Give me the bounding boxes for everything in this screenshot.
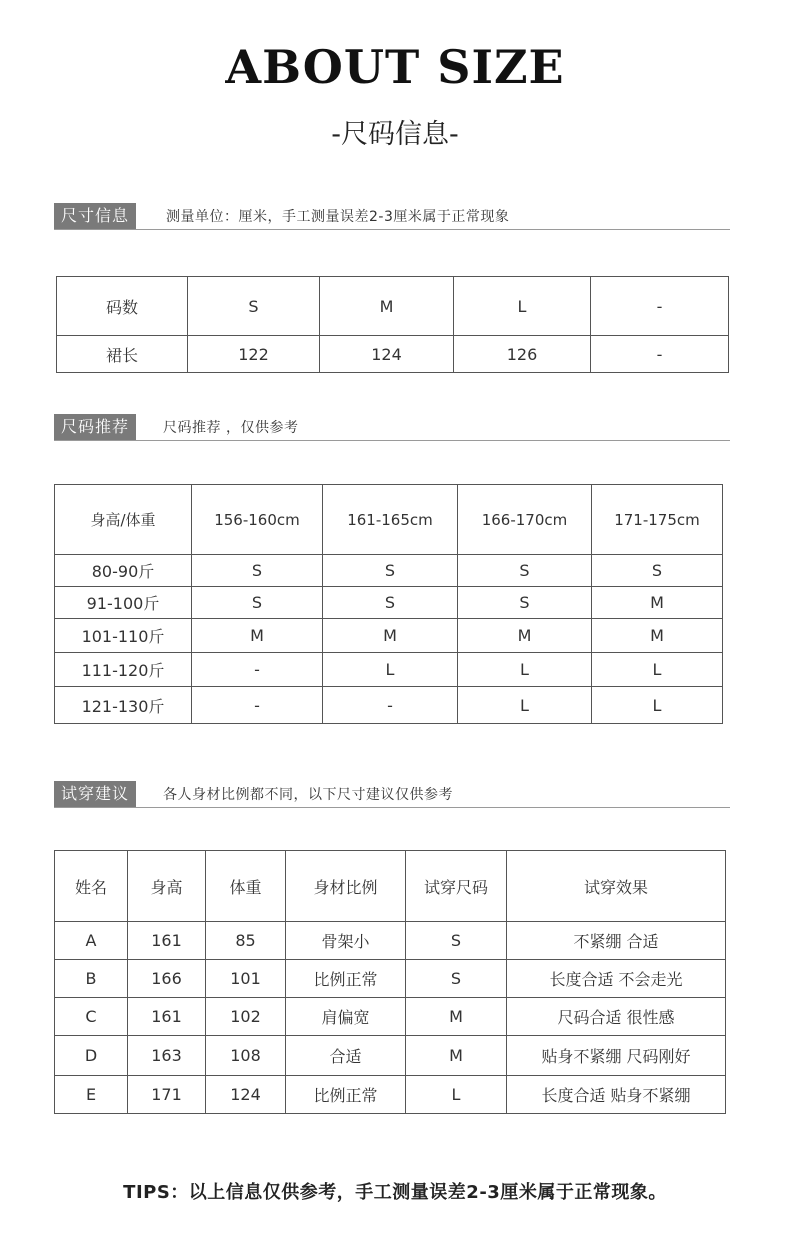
table-header-cell: 体重 [206, 851, 286, 922]
table-header-cell: 161-165cm [323, 485, 458, 555]
table-header-cell: 身材比例 [286, 851, 406, 922]
table-cell: 比例正常 [286, 1076, 406, 1114]
table-cell: M [406, 998, 507, 1036]
table-cell: 码数 [57, 277, 188, 336]
size-info-desc: 测量单位：厘米，手工测量误差2-3厘米属于正常现象 [166, 209, 510, 225]
table-cell: - [591, 277, 729, 336]
table-cell: M [192, 619, 323, 653]
table-cell: 长度合适 不会走光 [507, 960, 726, 998]
table-cell: C [55, 998, 128, 1036]
table-header-cell: 156-160cm [192, 485, 323, 555]
table-cell: 171 [128, 1076, 206, 1114]
size-info-tag: 尺寸信息 [54, 203, 136, 229]
table-cell: 161 [128, 922, 206, 960]
table-cell: B [55, 960, 128, 998]
table-header-cell: 171-175cm [592, 485, 723, 555]
table-cell: 80-90斤 [55, 555, 192, 587]
table-header-cell: 身高/体重 [55, 485, 192, 555]
table-cell: 126 [454, 336, 591, 373]
table-cell: S [458, 587, 592, 619]
table-cell: - [192, 687, 323, 724]
table-cell: M [592, 619, 723, 653]
size-info-header [54, 203, 730, 230]
table-cell: M [458, 619, 592, 653]
table-cell: 124 [320, 336, 454, 373]
table-row [55, 960, 726, 998]
table-header-cell: 身高 [128, 851, 206, 922]
table-row [55, 998, 726, 1036]
table-row [55, 619, 723, 653]
try-on-table-body [55, 851, 726, 1114]
table-cell: S [192, 555, 323, 587]
table-cell: M [320, 277, 454, 336]
table-cell: L [458, 653, 592, 687]
table-cell: 101-110斤 [55, 619, 192, 653]
table-cell: S [323, 555, 458, 587]
table-cell: S [406, 960, 507, 998]
table-cell: L [592, 687, 723, 724]
table-cell: M [406, 1036, 507, 1076]
table-cell: 122 [188, 336, 320, 373]
table-cell: 108 [206, 1036, 286, 1076]
table-cell: 长度合适 贴身不紧绷 [507, 1076, 726, 1114]
table-cell: 肩偏宽 [286, 998, 406, 1036]
size-rec-table [54, 484, 723, 724]
table-cell: L [323, 653, 458, 687]
table-row [55, 555, 723, 587]
table-cell: M [323, 619, 458, 653]
size-rec-desc: 尺码推荐 ，仅供参考 [163, 420, 299, 436]
table-cell: 163 [128, 1036, 206, 1076]
size-info-table [56, 276, 729, 373]
table-cell: 85 [206, 922, 286, 960]
table-cell: 合适 [286, 1036, 406, 1076]
size-rec-tag: 尺码推荐 [54, 414, 136, 440]
table-cell: 骨架小 [286, 922, 406, 960]
size-rec-header [54, 414, 730, 441]
table-row [57, 336, 729, 373]
table-cell: S [323, 587, 458, 619]
table-cell: 166 [128, 960, 206, 998]
table-cell: 91-100斤 [55, 587, 192, 619]
table-cell: D [55, 1036, 128, 1076]
page-title: ABOUT SIZE [225, 40, 565, 94]
table-cell: L [454, 277, 591, 336]
try-on-header [54, 781, 730, 808]
size-info-table-body [57, 277, 729, 373]
table-cell: E [55, 1076, 128, 1114]
table-cell: L [406, 1076, 507, 1114]
table-cell: 裙长 [57, 336, 188, 373]
table-cell: - [192, 653, 323, 687]
table-row [55, 922, 726, 960]
table-cell: 尺码合适 很性感 [507, 998, 726, 1036]
table-cell: S [188, 277, 320, 336]
table-cell: 不紧绷 合适 [507, 922, 726, 960]
table-cell: L [458, 687, 592, 724]
table-row [57, 277, 729, 336]
page-subtitle: -尺码信息- [331, 119, 459, 150]
size-rec-table-body [55, 485, 723, 724]
table-cell: 124 [206, 1076, 286, 1114]
try-on-desc: 各人身材比例都不同，以下尺寸建议仅供参考 [163, 787, 453, 803]
table-header-cell: 166-170cm [458, 485, 592, 555]
table-cell: 比例正常 [286, 960, 406, 998]
table-cell: 111-120斤 [55, 653, 192, 687]
table-cell: L [592, 653, 723, 687]
table-cell: 102 [206, 998, 286, 1036]
table-cell: - [323, 687, 458, 724]
table-header-row [55, 851, 726, 922]
table-row [55, 653, 723, 687]
table-row [55, 1036, 726, 1076]
try-on-tag: 试穿建议 [54, 781, 136, 807]
tips-note: TIPS：以上信息仅供参考，手工测量误差2-3厘米属于正常现象。 [123, 1182, 667, 1203]
table-header-cell: 试穿尺码 [406, 851, 507, 922]
table-cell: S [192, 587, 323, 619]
table-header-row [55, 485, 723, 555]
table-row [55, 687, 723, 724]
table-cell: 161 [128, 998, 206, 1036]
table-cell: 101 [206, 960, 286, 998]
table-header-cell: 姓名 [55, 851, 128, 922]
table-cell: S [406, 922, 507, 960]
table-cell: A [55, 922, 128, 960]
table-cell: 贴身不紧绷 尺码刚好 [507, 1036, 726, 1076]
table-cell: S [458, 555, 592, 587]
table-cell: S [592, 555, 723, 587]
table-cell: 121-130斤 [55, 687, 192, 724]
table-cell: M [592, 587, 723, 619]
try-on-table [54, 850, 726, 1114]
table-header-cell: 试穿效果 [507, 851, 726, 922]
table-row [55, 587, 723, 619]
table-row [55, 1076, 726, 1114]
table-cell: - [591, 336, 729, 373]
